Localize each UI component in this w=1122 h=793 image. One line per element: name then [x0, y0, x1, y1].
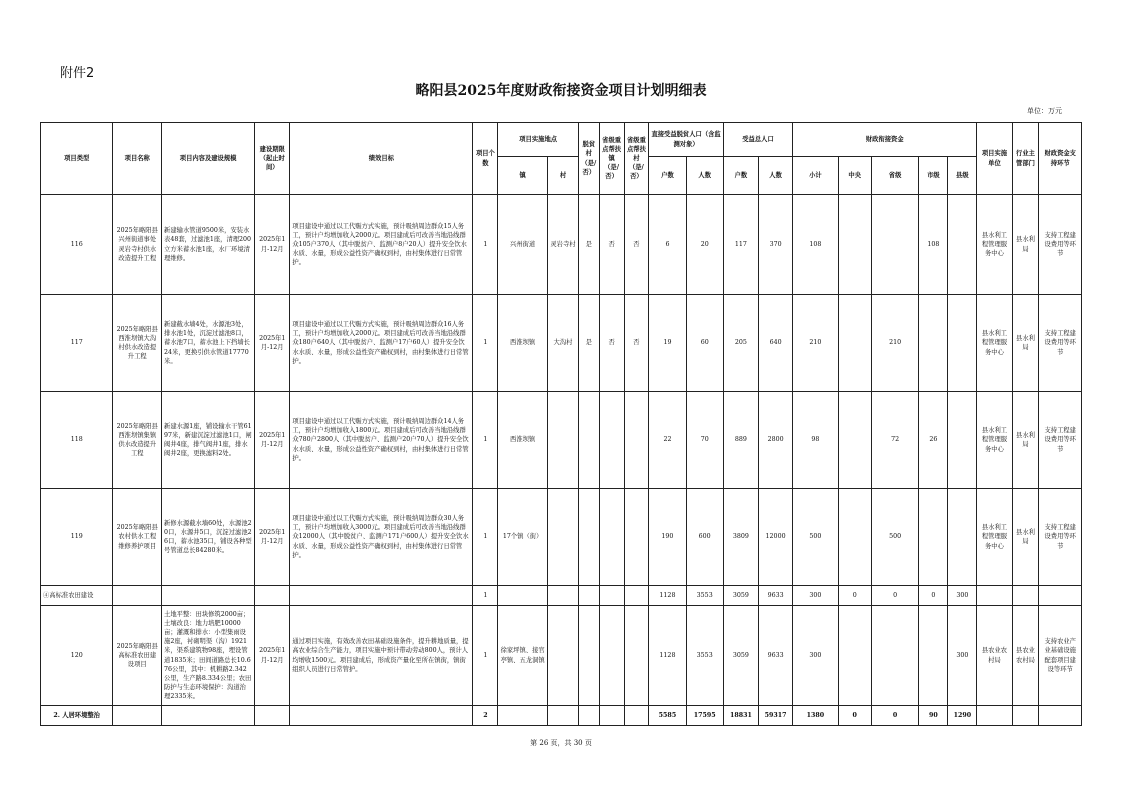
subtotal-label: ④高标准农田建设 — [41, 586, 113, 606]
cell-total-people: 59317 — [759, 706, 793, 726]
cell-support: 支持工程建设费用等环节 — [1039, 195, 1082, 295]
cell-county — [948, 489, 977, 586]
header-support-link: 财政资金支持环节 — [1039, 123, 1082, 195]
cell-subtotal: 98 — [793, 392, 839, 489]
total-label: 2. 人居环境整治 — [41, 706, 113, 726]
cell-total-people: 640 — [759, 295, 793, 392]
cell-no: 120 — [41, 606, 113, 706]
cell-key-town — [599, 392, 624, 489]
cell-direct-people: 17595 — [686, 706, 723, 726]
cell-county: 1290 — [948, 706, 977, 726]
cell-county — [948, 195, 977, 295]
page-footer: 第 26 页，共 30 页 — [530, 739, 592, 747]
cell-name: 2025年略阳县西淮坝镇大沟村供水改造提升工程 — [113, 295, 162, 392]
cell-village — [547, 392, 578, 489]
cell-name: 2025年略阳县兴州街道事处灵岩寺村供水改造提升工程 — [113, 195, 162, 295]
header-direct-households: 户数 — [649, 157, 686, 195]
cell-support: 支持工程建设费用等环节 — [1039, 295, 1082, 392]
cell-period: 2025年1月-12月 — [255, 489, 290, 586]
cell-total-households: 3059 — [723, 606, 758, 706]
cell-town: 西淮坝镇 — [498, 392, 548, 489]
cell-impl-unit: 县水利工程管理服务中心 — [977, 295, 1012, 392]
cell-subtotal: 300 — [793, 606, 839, 706]
cell-total-households: 18831 — [723, 706, 758, 726]
header-performance: 绩效目标 — [290, 123, 473, 195]
cell-municipal — [919, 295, 948, 392]
cell-support: 支持工程建设费用等环节 — [1039, 489, 1082, 586]
cell-content: 新建水源1座，铺设输水干管6197米，新建沉淀过滤池1口，闸阀井4座，排气阀井1座，排水阀井2座，更换滤料2处。 — [162, 392, 255, 489]
cell-provincial: 0 — [871, 706, 919, 726]
cell-provincial — [871, 606, 919, 706]
header-project-type: 项目类型 — [41, 123, 113, 195]
cell-municipal — [919, 489, 948, 586]
cell-name: 2025年略阳县西淮坝镇集镇供水改造提升工程 — [113, 392, 162, 489]
cell-content: 新修水源截水墙60处，水源池20口，水源井5口，沉淀过滤池26口，蓄水池35口，铺设各种型号管道总长84280米。 — [162, 489, 255, 586]
unit-label: 单位：万元 — [1027, 107, 1062, 115]
cell-dept: 县水利局 — [1012, 392, 1039, 489]
cell-central: 0 — [838, 586, 871, 606]
cell-direct-people: 600 — [686, 489, 723, 586]
cell-total-households: 3059 — [723, 586, 758, 606]
header-total-households: 户数 — [723, 157, 758, 195]
table-row — [41, 195, 1082, 295]
cell-subtotal: 210 — [793, 295, 839, 392]
header-direct-people: 人数 — [686, 157, 723, 195]
cell-poverty-village — [578, 489, 599, 586]
cell-impl-unit: 县农业农村局 — [977, 606, 1012, 706]
cell-key-town: 否 — [599, 195, 624, 295]
cell-provincial: 210 — [871, 295, 919, 392]
header-location: 项目实施地点 — [498, 123, 579, 157]
cell-county: 300 — [948, 606, 977, 706]
cell-total-people: 9633 — [759, 606, 793, 706]
cell-impl-unit: 县水利工程管理服务中心 — [977, 392, 1012, 489]
header-industry-dept: 行业主管部门 — [1012, 123, 1039, 195]
header-period: 建设期限（起止时间） — [255, 123, 290, 195]
cell-subtotal: 108 — [793, 195, 839, 295]
cell-county — [948, 392, 977, 489]
cell-count: 1 — [473, 606, 498, 706]
cell-count: 1 — [473, 586, 498, 606]
cell-municipal: 90 — [919, 706, 948, 726]
cell-municipal: 26 — [919, 392, 948, 489]
header-total-beneficiaries: 受益总人口 — [723, 123, 792, 157]
cell-count: 1 — [473, 195, 498, 295]
cell-direct-people: 20 — [686, 195, 723, 295]
header-direct-beneficiaries: 直接受益脱贫人口（含监测对象） — [649, 123, 724, 157]
cell-support: 支持农业产业基础设施配套项目建设等环节 — [1039, 606, 1082, 706]
cell-poverty-village — [578, 392, 599, 489]
cell-poverty-village — [578, 606, 599, 706]
cell-key-town: 否 — [599, 295, 624, 392]
cell-no: 118 — [41, 392, 113, 489]
header-project-name: 项目名称 — [113, 123, 162, 195]
subtotal-row — [41, 586, 1082, 606]
cell-subtotal: 300 — [793, 586, 839, 606]
cell-direct-people: 60 — [686, 295, 723, 392]
cell-total-people: 12000 — [759, 489, 793, 586]
cell-key-village — [624, 606, 649, 706]
header-village: 村 — [547, 157, 578, 195]
cell-no: 119 — [41, 489, 113, 586]
cell-dept: 县水利局 — [1012, 295, 1039, 392]
cell-direct-households: 1128 — [649, 606, 686, 706]
cell-content: 土地平整：田块修筑2000亩；土壤改良：地力培肥10000亩；灌溉和排水：小型集雨设施2座，衬砌明渠（沟）1921米，渠系建筑物98座，埋设管道1835米；田间道路总长10.676公里，其中：机耕路2.342公里，生产路8.334公里；农田防护与生态环境保护：沟道治理2335米。 — [162, 606, 255, 706]
cell-performance: 项目建设中通过以工代赈方式实施，预计吸纳周边群众30人务工，预计户均增加收入3000元。项目建成后可改善当地沿线群众12000人（其中脱贫户、监测户171户600人）提升安全饮水水质、水量，形成公益性资产确权到村，由村集体进行日常管护。 — [290, 489, 473, 586]
cell-dept: 县水利局 — [1012, 195, 1039, 295]
cell-key-town — [599, 606, 624, 706]
cell-village — [547, 489, 578, 586]
header-county: 县级 — [948, 157, 977, 195]
cell-town: 兴州街道 — [498, 195, 548, 295]
cell-key-village: 否 — [624, 195, 649, 295]
project-table — [40, 122, 1082, 726]
table-row — [41, 606, 1082, 706]
cell-impl-unit: 县水利工程管理服务中心 — [977, 489, 1012, 586]
cell-county: 300 — [948, 586, 977, 606]
cell-central — [838, 489, 871, 586]
cell-total-people: 9633 — [759, 586, 793, 606]
cell-town: 徐家坪镇、接官亭镇、五龙洞镇 — [498, 606, 548, 706]
cell-village — [547, 606, 578, 706]
header-funds: 财政衔接资金 — [793, 123, 977, 157]
cell-key-village — [624, 392, 649, 489]
cell-impl-unit: 县水利工程管理服务中心 — [977, 195, 1012, 295]
cell-support: 支持工程建设费用等环节 — [1039, 392, 1082, 489]
cell-no: 117 — [41, 295, 113, 392]
cell-direct-households: 1128 — [649, 586, 686, 606]
cell-direct-households: 19 — [649, 295, 686, 392]
cell-village: 大沟村 — [547, 295, 578, 392]
cell-total-households: 205 — [723, 295, 758, 392]
header-subtotal: 小计 — [793, 157, 839, 195]
header-total-people: 人数 — [759, 157, 793, 195]
cell-total-people: 370 — [759, 195, 793, 295]
cell-content: 新建输水管道9500米，安装水表48套，过滤池1座，清理200立方米蓄水池1座，水厂环境清理维修。 — [162, 195, 255, 295]
cell-total-households: 889 — [723, 392, 758, 489]
table-row — [41, 295, 1082, 392]
cell-performance: 项目建设中通过以工代赈方式实施，预计吸纳周边群众14人务工，预计户均增加收入1800元。项目建成后可改善当地沿线群众780户2800人（其中脱贫户、监测户20户70人）提升安全饮水水质、水量，形成公益性资产确权到村，由村集体进行日常管护。 — [290, 392, 473, 489]
cell-subtotal: 1380 — [793, 706, 839, 726]
header-key-village: 省级重点帮扶村（是/否） — [624, 123, 649, 195]
cell-provincial: 72 — [871, 392, 919, 489]
cell-count: 1 — [473, 295, 498, 392]
cell-town: 17个镇（街） — [498, 489, 548, 586]
cell-performance: 项目建设中通过以工代赈方式实施，预计吸纳周边群众15人务工，预计户均增加收入2000元。项目建成后可改善当地沿线群众105户370人（其中脱贫户、监测户8户20人）提升安全饮水水质、水量，形成公益性资产确权到村，由村集体进行日常管护。 — [290, 195, 473, 295]
cell-central: 0 — [838, 706, 871, 726]
cell-municipal: 108 — [919, 195, 948, 295]
cell-poverty-village: 是 — [578, 195, 599, 295]
header-poverty-village: 脱贫村（是/否） — [578, 123, 599, 195]
cell-direct-people: 70 — [686, 392, 723, 489]
header-content: 项目内容及建设规模 — [162, 123, 255, 195]
cell-count: 1 — [473, 489, 498, 586]
total-row — [41, 706, 1082, 726]
cell-provincial: 0 — [871, 586, 919, 606]
cell-direct-households: 6 — [649, 195, 686, 295]
cell-dept: 县水利局 — [1012, 489, 1039, 586]
cell-direct-people: 3553 — [686, 606, 723, 706]
cell-direct-people: 3553 — [686, 586, 723, 606]
cell-performance: 项目建设中通过以工代赈方式实施，预计吸纳周边群众16人务工，预计户均增加收入2000元。项目建成后可改善当地沿线群众180户640人（其中脱贫户、监测户17户60人）提升安全饮水水质、水量，形成公益性资产确权到村，由村集体进行日常管护。 — [290, 295, 473, 392]
cell-period: 2025年1月-12月 — [255, 195, 290, 295]
cell-total-households: 3809 — [723, 489, 758, 586]
header-key-town: 省级重点帮扶镇（是/否） — [599, 123, 624, 195]
cell-name: 2025年略阳县高标准农田建设项目 — [113, 606, 162, 706]
cell-period: 2025年1月-12月 — [255, 392, 290, 489]
cell-village: 灵岩寺村 — [547, 195, 578, 295]
header-impl-unit: 项目实施单位 — [977, 123, 1012, 195]
cell-poverty-village: 是 — [578, 295, 599, 392]
cell-subtotal: 500 — [793, 489, 839, 586]
cell-count: 1 — [473, 392, 498, 489]
cell-dept: 县农业农村局 — [1012, 606, 1039, 706]
cell-key-village — [624, 489, 649, 586]
header-central: 中央 — [838, 157, 871, 195]
cell-county — [948, 295, 977, 392]
cell-performance: 通过项目实施，有效改善农田基础设施条件，提升耕地质量，提高农业综合生产能力，项目实施中预计带动劳动800人，预计人均增收1500元。项目建成后，形成资产量化至所在镇街，镇街组织人员进行日常管护。 — [290, 606, 473, 706]
cell-no: 116 — [41, 195, 113, 295]
cell-total-households: 117 — [723, 195, 758, 295]
cell-municipal — [919, 606, 948, 706]
cell-count: 2 — [473, 706, 498, 726]
cell-key-village: 否 — [624, 295, 649, 392]
header-count: 项目个数 — [473, 123, 498, 195]
cell-provincial — [871, 195, 919, 295]
cell-provincial: 500 — [871, 489, 919, 586]
header-town: 镇 — [498, 157, 548, 195]
cell-direct-households: 190 — [649, 489, 686, 586]
table-row — [41, 392, 1082, 489]
cell-central — [838, 295, 871, 392]
table-row — [41, 489, 1082, 586]
header-provincial: 省级 — [871, 157, 919, 195]
cell-period: 2025年1月-12月 — [255, 295, 290, 392]
cell-central — [838, 606, 871, 706]
page-title: 略阳县2025年度财政衔接资金项目计划明细表 — [415, 83, 707, 99]
cell-central — [838, 392, 871, 489]
cell-total-people: 2800 — [759, 392, 793, 489]
header-municipal: 市级 — [919, 157, 948, 195]
cell-direct-households: 22 — [649, 392, 686, 489]
cell-name: 2025年略阳县农村供水工程维修养护项目 — [113, 489, 162, 586]
cell-town: 西淮坝镇 — [498, 295, 548, 392]
cell-central — [838, 195, 871, 295]
cell-direct-households: 5585 — [649, 706, 686, 726]
cell-content: 新建截水墙4处，水源池3处，排水池1处，沉淀过滤池8口，蓄水池7口，蓄水池上下挡墙长24米，更换引供水管道17770米。 — [162, 295, 255, 392]
attachment-label: 附件2 — [60, 66, 95, 81]
cell-municipal: 0 — [919, 586, 948, 606]
cell-period: 2025年1月-12月 — [255, 606, 290, 706]
cell-key-town — [599, 489, 624, 586]
